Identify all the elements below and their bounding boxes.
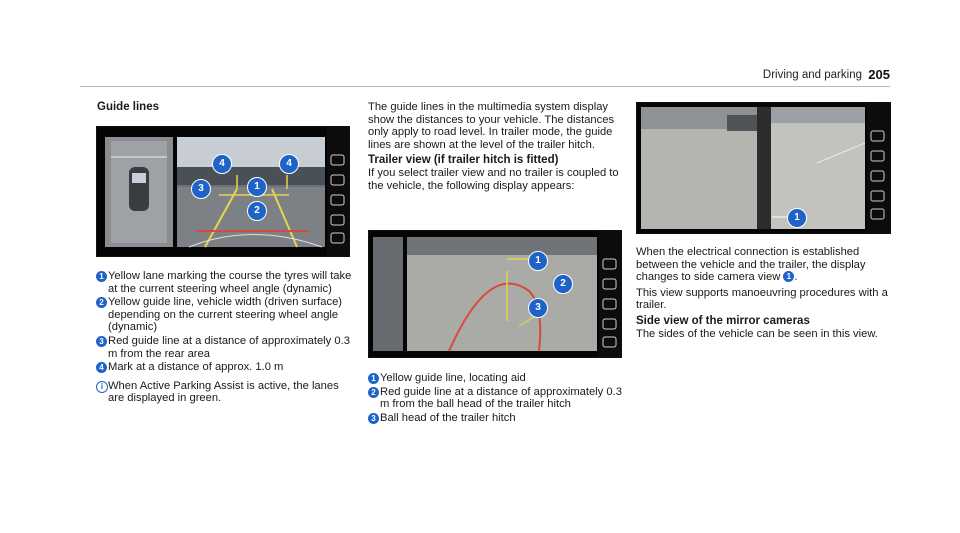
side-camera-illustration [637,103,890,233]
legend-number: 2 [368,387,379,398]
legend-number: 2 [96,297,107,308]
page-header [80,66,890,87]
callout-3: 3 [191,179,211,199]
legend-item [368,372,624,385]
legend-text: Yellow guide line, locating aid [380,372,526,384]
connection-text: When the electrical connection is established between the vehicle and the trailer, the display changes to side camera view [636,246,866,284]
legend-number: 4 [96,362,107,373]
trailer-view-image [368,230,622,358]
callout-1: 1 [247,177,267,197]
side-callout-1: 1 [787,208,807,228]
info-icon: i [96,381,108,393]
legend-text: Yellow lane marking the course the tyres will take at the current steering wheel angle (dynamic) [108,270,352,295]
guide-lines-illustration [97,127,349,256]
guide-lines-image [96,126,350,257]
note [96,380,352,405]
guide-lines-heading: Guide lines [97,101,159,113]
legend-item [96,361,352,374]
legend-number: 3 [368,413,379,424]
legend-text: Yellow guide line, vehicle width (driven surface) depending on the current steering wheel angle (dynamic) [108,296,343,334]
legend-item [96,335,352,360]
mirror-cameras-heading: Side view of the mirror cameras [636,314,810,327]
trailer-callout-1: 1 [528,251,548,271]
trailer-callout-3: 3 [528,298,548,318]
section-title: Driving and parking [762,69,862,81]
legend-text: Ball head of the trailer hitch [380,411,516,424]
legend-number: 3 [96,336,107,347]
legend-text: Mark at a distance of approx. 1.0 m [108,361,284,374]
legend-item [96,270,352,295]
legend-number: 1 [368,373,379,384]
callout-4-left: 4 [212,154,232,174]
trailer-callout-2: 2 [553,274,573,294]
connection-paragraph: When the electrical connection is established between the vehicle and the trailer, the display changes to side camera view 1 . [636,246,866,284]
page-number: 205 [868,67,890,82]
trailer-paragraph: If you select trailer view and no trailer is coupled to the vehicle, the following display appears: [368,166,619,192]
callout-4-right: 4 [279,154,299,174]
mirror-cameras-paragraph: The sides of the vehicle can be seen in this view. [636,327,878,340]
side-view-column [636,246,892,340]
legend-item [96,296,352,334]
guide-lines-legend [96,270,352,405]
legend-number: 1 [96,271,107,282]
trailer-view-heading: Trailer view (if trailer hitch is fitted) [368,154,559,167]
legend-item [368,386,624,411]
side-camera-image [636,102,891,234]
intro-paragraph: The guide lines in the multimedia system display show the distances to your vehicle. The distances only apply to road level. In trailer mode, the guide lines are shown at the level of the trailer hitch. [368,101,615,151]
legend-text: Red guide line at a distance of approximately 0.3 m from the ball head of the trailer hitch [380,385,622,411]
note-text: When Active Parking Assist is active, the lanes are displayed in green. [108,379,339,405]
legend-text: Red guide line at a distance of approximately 0.3 m from the rear area [108,334,350,360]
trailer-illustration [369,231,621,357]
trailer-column-top [368,101,624,192]
callout-2: 2 [247,201,267,221]
trailer-legend [368,372,624,424]
reference-number: 1 [783,271,794,282]
support-paragraph: This view supports manoeuvring procedures with a trailer. [636,286,888,312]
legend-item [368,412,624,425]
